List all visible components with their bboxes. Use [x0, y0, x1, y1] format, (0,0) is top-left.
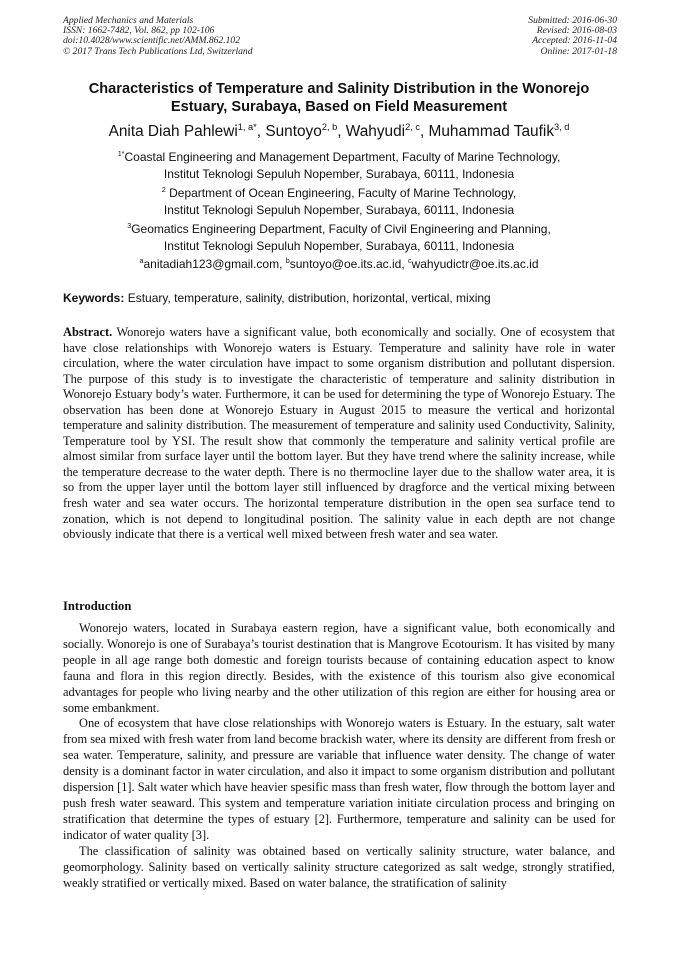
affiliation-line [20, 185, 658, 202]
affiliation-text: Geomatics Engineering Department, Faculty of Civil Engineering and Planning, [131, 222, 551, 236]
author-separator: , [419, 123, 429, 140]
section-heading-introduction: Introduction [63, 599, 132, 613]
author-affiliation-mark: 1, a* [237, 121, 257, 132]
journal-name: Applied Mechanics and Materials [63, 15, 194, 26]
abstract-label: Abstract. [63, 325, 113, 339]
abstract-text: Wonorejo waters have a significant value, both economically and socially. One of ecosystem that have close relationships with Wonorejo waters is Estuary. Temperature and salinity have role in water circulation, where the water circulation have impact to some organism distribution and pollutant dispersion. The purpose of this study is to investigate the characteristic of temperature and salinity distribution in Wonorejo Estuary body’s water. Furthermore, it can be used for determining the type of Wonorejo Estuary. The observation has been done at Wonorejo Estuary in August 2015 to measure the vertical and horizontal temperature and salinity distribution. The measurement of temperature and salinity used Conductivity, Salinity, Temperature tool by YSI. The result show that commonly the temperature and salinity vertical profile are almost similar from surface layer until the bottom layer. But they have trend where the salinity increase, while the temperature decrease to the water depth. There is no thermocline layer due to the shallow water area, it is so from the upper layer until the bottom layer still influenced by dragforce and the vertical mixing between fresh water and sea water occurs. The horizontal temperature distribution in the open sea surface tend to zonation, which is not depend to longitudinal position. The salinity value in each depth are not change obviously indicate that there is a vertical well mixed between fresh water and sea water. [63, 325, 615, 542]
affiliation-line [20, 221, 658, 238]
author-name: Wahyudi [345, 123, 406, 140]
affiliation-2 [20, 185, 658, 218]
keywords-label: Keywords: [63, 291, 125, 305]
paragraph: Wonorejo waters, located in Surabaya eastern region, have a significant value, both economically and socially. Wonorejo is one of Surabaya’s tourist destination that is Mangrove Ecotourism. It has visited by many people in all age range both domestic and foreign tourists because of containing education aspect to know fauna and flora in this region directly. Besides, with the existence of this tourism also give economical advantages for people who living nearby and the other utilization of this region are either for housing area or some embankment. [63, 621, 615, 715]
journal-copyright: © 2017 Trans Tech Publications Ltd, Switzerland [63, 45, 253, 57]
paragraph: The classification of salinity was obtained based on vertically salinity structure, water balance, and geomorphology. Salinity based on vertically salinity structure categorized as salt wedge, strongly stratified, weakly stratified or vertically mixed. Based on water balance, the stratification of salinity [63, 843, 615, 890]
author-affiliation-mark: 2, b [321, 121, 338, 132]
author-name: Anita Diah Pahlewi [108, 123, 238, 140]
paragraph: One of ecosystem that have close relationships with Wonorejo waters is Estuary. In the estuary, salt water from sea mixed with fresh water from land become brackish water, where its density are different from fresh or sea water. Temperature, salinity, and pressure are variable that influence water density. The change of water density is a dominant factor in water circulation, and also it impact to some organism distribution and pollutant dispersion [1]. Salt water which have heavier spesific mass than fresh water, flow through the bottom layer and push fresh water seaward. This system and temperature variation initiate circulation process and bringing on stratification that determine the types of estuary [2]. Furthermore, temperature and salinity can be used for indicator of water quality [3]. [63, 716, 615, 842]
keywords-text: Estuary, temperature, salinity, distribution, horizontal, vertical, mixing [124, 291, 491, 305]
journal-info-block [63, 16, 253, 57]
affiliation-mark: 1* [117, 149, 125, 158]
author-affiliation-mark: 2, c [405, 121, 420, 132]
introduction-body [63, 621, 615, 891]
journal-issn: ISSN: 1662-7482, Vol. 862, pp 102-106 [63, 25, 215, 37]
email-separator: , [401, 257, 408, 271]
email-address: suntoyo@oe.its.ac.id [289, 257, 402, 271]
affiliation-text: Coastal Engineering and Management Department, Faculty of Marine Technology, [124, 150, 561, 164]
submission-dates-block [528, 16, 617, 57]
submitted-date: Submitted: 2016-06-30 [528, 15, 617, 26]
keywords [63, 291, 618, 305]
affiliation-1 [20, 149, 658, 182]
affiliation-text: Department of Ocean Engineering, Faculty of Marine Technology, [165, 186, 517, 200]
author-separator: , [337, 123, 346, 140]
affiliation-line [20, 149, 658, 166]
author-emails [20, 257, 658, 271]
author-affiliation-mark: 3, d [554, 121, 570, 132]
affiliation-mark: 2 [161, 185, 166, 194]
author-separator: , [256, 123, 266, 140]
affiliation-3 [20, 221, 658, 254]
paper-title-line-1: Characteristics of Temperature and Salinity Distribution in the Wonorejo [88, 81, 590, 97]
journal-doi: doi:10.4028/www.scientific.net/AMM.862.102 [63, 35, 241, 47]
author-list [20, 123, 658, 141]
affiliation-mark: 3 [127, 221, 132, 230]
email-address: anitadiah123@gmail.com [143, 257, 280, 271]
abstract [63, 325, 615, 543]
author-name: Suntoyo [265, 123, 322, 140]
email-mark: a [139, 256, 144, 265]
paper-title [40, 80, 638, 116]
email-separator: , [279, 257, 286, 271]
online-date: Online: 2017-01-18 [540, 45, 617, 57]
author-name: Muhammad Taufik [428, 123, 555, 140]
affiliation-institution: Institut Teknologi Sepuluh Nopember, Surabaya, 60111, Indonesia [163, 238, 515, 253]
email-mark: c [408, 256, 412, 265]
email-address: wahyudictr@oe.its.ac.id [411, 257, 539, 271]
affiliation-institution: Institut Teknologi Sepuluh Nopember, Surabaya, 60111, Indonesia [163, 202, 515, 217]
paper-title-line-2: Estuary, Surabaya, Based on Field Measurement [170, 99, 508, 115]
accepted-date: Accepted: 2016-11-04 [532, 35, 617, 47]
revised-date: Revised: 2016-08-03 [536, 25, 617, 37]
affiliation-institution: Institut Teknologi Sepuluh Nopember, Surabaya, 60111, Indonesia [163, 166, 515, 181]
email-mark: b [285, 256, 290, 265]
